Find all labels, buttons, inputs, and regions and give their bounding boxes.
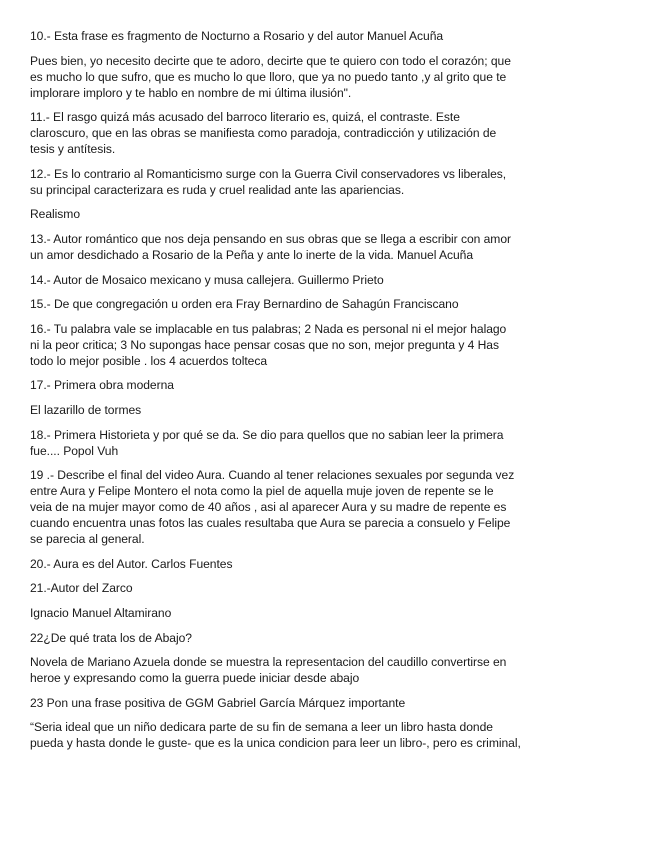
paragraph-21: 21.-Autor del Zarco [30,581,133,596]
paragraph-23-answer: “Seria ideal que un niño dedicara parte de su fin de semana a leer un libro hasta donde pueda y hasta donde le guste- que es la unica condicion para leer un libro-, pero es criminal, [30,720,521,751]
paragraph-18: 18.- Primera Historieta y por qué se da. Se dio para quellos que no sabian leer la primera fue.... Popol Vuh [30,427,504,458]
paragraph-15: 15.- De que congregación u orden era Fray Bernardino de Sahagún Franciscano [30,297,459,312]
paragraph-16: 16.- Tu palabra vale se implacable en tus palabras; 2 Nada es personal ni el mejor halago ni la peor critica; 3 No supongas hace pensar cosas que no son, mejor pregunta y 4 Has todo lo mejor posible . los 4 acuerdos tolteca [30,321,507,368]
paragraph-10-question: 10.- Esta frase es fragmento de Nocturno a Rosario y del autor Manuel Acuña [30,29,444,43]
paragraph-22-answer: Novela de Mariano Azuela donde se muestra la representacion del caudillo convertirse en heroe y expresando como la guerra puede iniciar desde abajo [30,655,507,686]
paragraph-10-quote: Pues bien, yo necesito decirte que te adoro, decirte que te quiero con todo el corazón; que es mucho lo que sufro, que es mucho lo que lloro, que ya no puedo tanto ,y al grito que te implorare imploro y te hablo en nombre de mi última ilusión". [30,53,511,100]
paragraph-13: 13.- Autor romántico que nos deja pensando en sus obras que se llega a escribir con amor un amor desdichado a Rosario de la Peña y ante lo inerte de la vida. Manuel Acuña [30,231,511,262]
paragraph-17: 17.- Primera obra moderna [30,378,174,393]
paragraph-11: 11.- El rasgo quizá más acusado del barroco literario es, quizá, el contraste. Este claroscuro, que en las obras se manifiesta como paradoja, contradicción y utilización de tesis y antítesis. [30,110,497,157]
paragraph-23: 23 Pon una frase positiva de GGM Gabriel García Márquez importante [30,695,406,710]
paragraph-21-answer: Ignacio Manuel Altamirano [30,605,172,620]
paragraph-20: 20.- Aura es del Autor. Carlos Fuentes [30,556,233,571]
paragraph-19: 19 .- Describe el final del video Aura. Cuando al tener relaciones sexuales por segunda vez entre Aura y Felipe Montero el nota como la piel de aquella muje joven de repente se le veia de na mujer mayor como de 40 años , asi al aparecer Aura y su madre de repente es cuando encuentra unas fotos las cuales resultaba que Aura se parecia a consuelo y Felipe se parecia al general. [30,468,515,547]
paragraph-22: 22¿De qué trata los de Abajo? [30,630,192,645]
paragraph-17-answer: El lazarillo de tormes [30,402,142,417]
paragraph-14: 14.- Autor de Mosaico mexicano y musa callejera. Guillermo Prieto [30,272,384,287]
paragraph-12: 12.- Es lo contrario al Romanticismo surge con la Guerra Civil conservadores vs liberales, su principal caracterizara es ruda y cruel realidad ante las apariencias. [30,166,507,197]
document-page [30,28,630,760]
paragraph-12-answer: Realismo [30,207,81,222]
